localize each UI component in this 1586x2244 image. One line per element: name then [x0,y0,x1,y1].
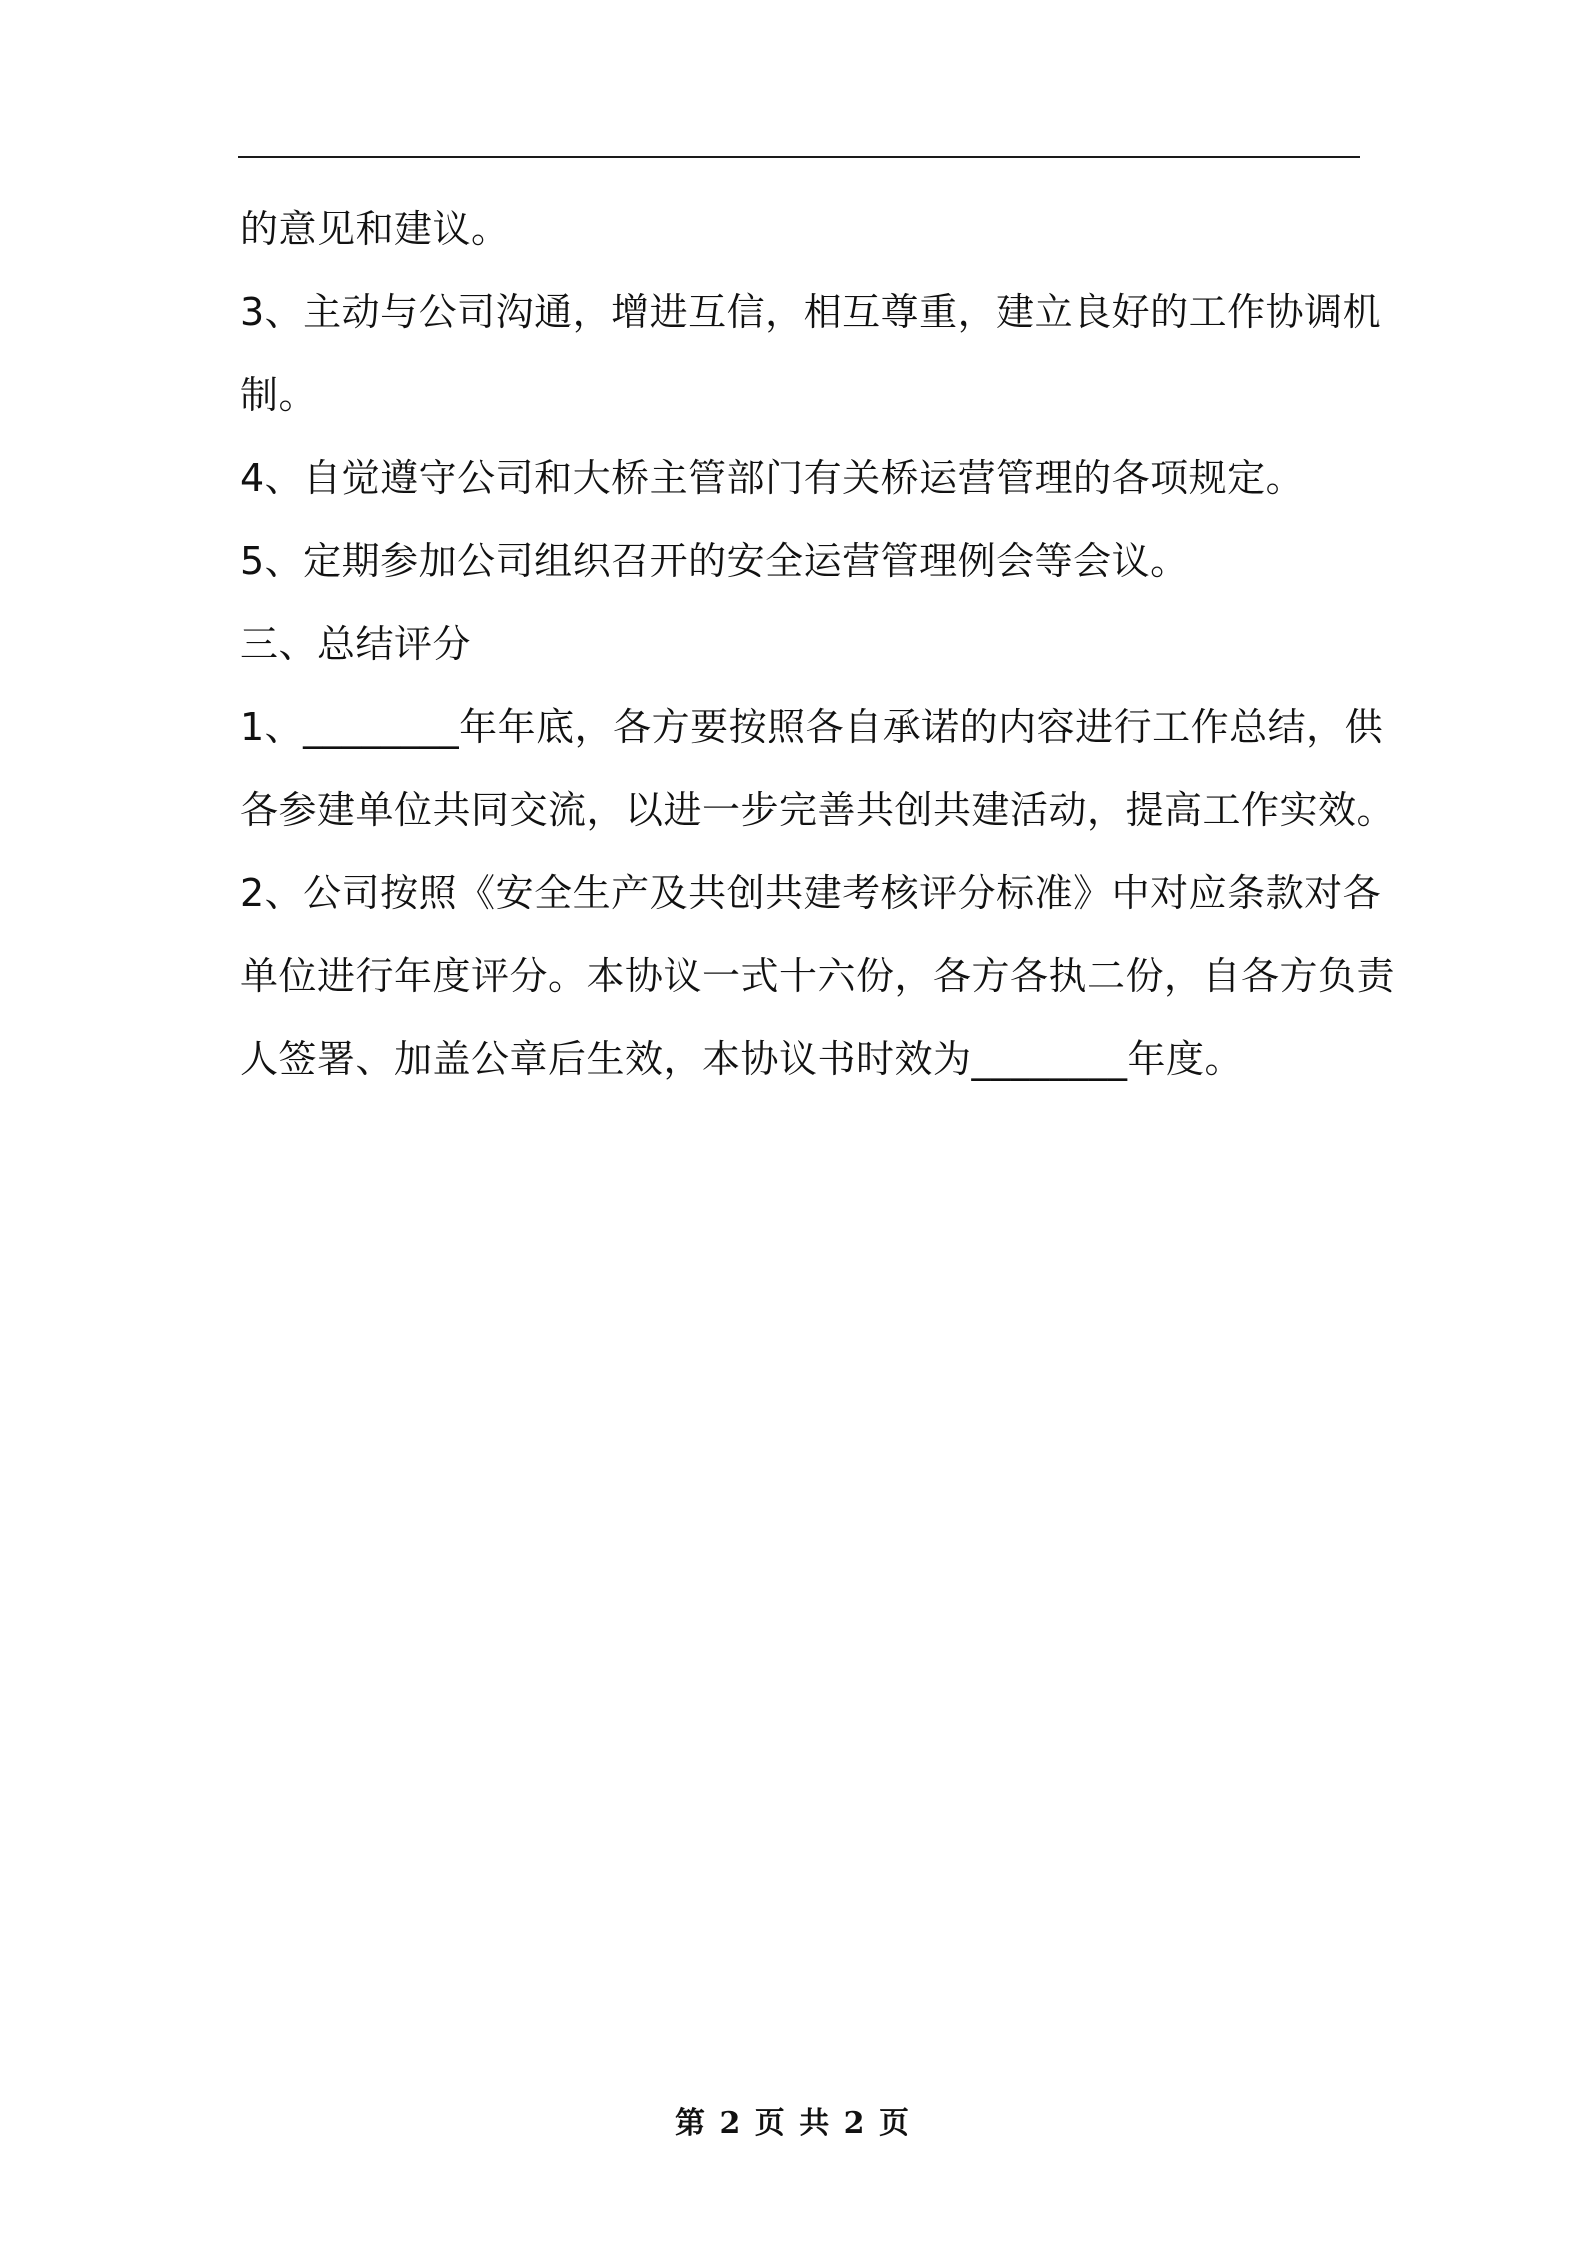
text-line: 制。 [240,373,318,417]
section-heading: 三、总结评分 [240,622,472,666]
text-line: 4、自觉遵守公司和大桥主管部门有关桥运营管理的各项规定。 [240,456,1305,500]
document-body [240,188,1396,1101]
text-line: 单位进行年度评分。本协议一式十六份，各方各执二份，自各方负责 [240,954,1396,998]
text-line: 的意见和建议。 [240,207,510,251]
text-line: 3、主动与公司沟通，增进互信，相互尊重，建立良好的工作协调机 [240,290,1382,334]
text-line: 5、定期参加公司组织召开的安全运营管理例会等会议。 [240,539,1189,583]
text-line: 各参建单位共同交流，以进一步完善共创共建活动，提高工作实效。 [240,788,1396,832]
text-line: 1、________年年底，各方要按照各自承诺的内容进行工作总结，供 [240,705,1384,749]
page-number: 第 2 页 共 2 页 [675,2106,911,2141]
header-divider [238,156,1360,158]
text-line: 2、公司按照《安全生产及共创共建考核评分标准》中对应条款对各 [240,871,1382,915]
text-line: 人签署、加盖公章后生效，本协议书时效为________年度。 [240,1037,1244,1081]
